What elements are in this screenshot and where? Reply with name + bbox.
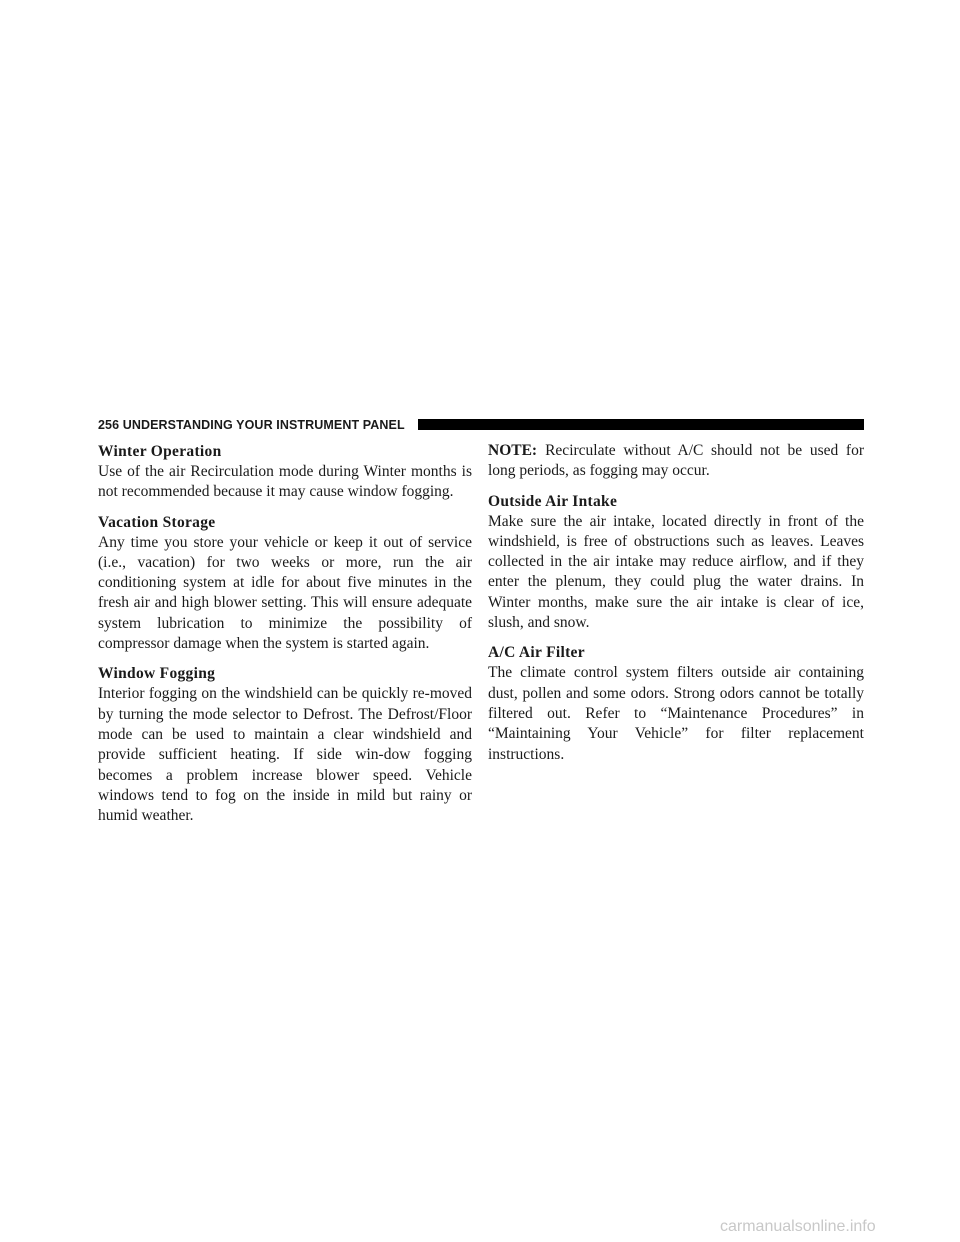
left-column bbox=[98, 441, 472, 835]
page-number: 256 bbox=[98, 418, 120, 432]
note-label: NOTE: bbox=[488, 442, 538, 459]
page-header bbox=[98, 418, 864, 432]
section-vacation-storage bbox=[98, 512, 472, 655]
section-heading: Winter Operation bbox=[98, 443, 222, 460]
section-heading: Vacation Storage bbox=[98, 513, 216, 531]
section-title: UNDERSTANDING YOUR INSTRUMENT PANEL bbox=[122, 418, 405, 432]
note-block bbox=[488, 441, 864, 482]
right-column bbox=[488, 441, 864, 774]
section-ac-air-filter bbox=[488, 642, 864, 764]
section-body: The climate control system filters outside air containing dust, pollen and some odors. Strong odors cannot be totally filtered out. Refer to “Maintenance Procedures” in “Maintaining Your Vehicle” for filter replacement instructions. bbox=[488, 664, 865, 763]
section-window-fogging bbox=[98, 663, 472, 826]
watermark: carmanualsonline.info bbox=[720, 1218, 876, 1235]
page-header-text bbox=[98, 418, 405, 432]
section-outside-air-intake bbox=[488, 491, 864, 634]
section-heading: Outside Air Intake bbox=[488, 492, 618, 510]
section-body: Use of the air Recirculation mode during Winter months is not recommended because it may cause window fogging. bbox=[98, 463, 473, 501]
note-text: NOTE: Recirculate without A/C should not be used for long periods, as fogging may occur. bbox=[488, 442, 864, 480]
section-body: Make sure the air intake, located directly in front of the windshield, is free of obstructions such as leaves. Leaves collected in the air intake may reduce airflow, and if they enter the plenum, they could plug the water drains. In Winter months, make sure the air intake is clear of ice, slush, and snow. bbox=[488, 512, 864, 632]
section-heading: A/C Air Filter bbox=[488, 644, 585, 662]
header-rule bbox=[418, 419, 864, 430]
section-body: Any time you store your vehicle or keep it out of service (i.e., vacation) for two weeks or more, run the air conditioning system at idle for about five minutes in the fresh air and high blower setting. This will ensure adequate system lubrication to minimize the possibility of compressor damage when the system is started again. bbox=[98, 533, 473, 653]
section-winter-operation bbox=[98, 441, 472, 503]
section-heading: Window Fogging bbox=[98, 665, 216, 683]
section-body: Interior fogging on the windshield can be quickly re-moved by turning the mode selector to Defrost. The Defrost/Floor mode can be used to maintain a clear windshield and provide sufficient heating. If side win-dow fogging becomes a problem increase blower speed. Vehicle windows tend to fog on the inside in mild but rainy or humid weather. bbox=[98, 685, 473, 825]
